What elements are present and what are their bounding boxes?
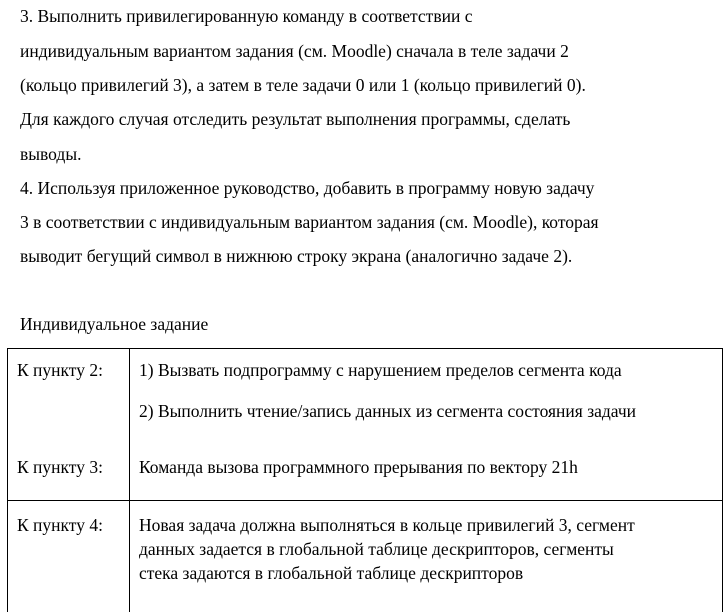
paragraph-line: выводы. (20, 144, 82, 164)
table-row-divider (7, 500, 723, 501)
table-cell-line: Новая задача должна выполняться в кольце привилегий 3, сегмент (139, 515, 635, 535)
table-row-label: К пункту 2: (17, 360, 103, 380)
table-cell-line: данных задается в глобальной таблице дескрипторов, сегменты (139, 539, 614, 559)
table-caption: Индивидуальное задание (20, 314, 209, 334)
paragraph-line: индивидуальным вариантом задания (см. Moodle) сначала в теле задачи 2 (20, 41, 569, 61)
table-border-top (7, 348, 723, 349)
table-cell-line: стека задаются в глобальной таблице дескрипторов (139, 563, 524, 583)
paragraph-line: выводит бегущий символ в нижнюю строку экрана (аналогично задаче 2). (20, 246, 573, 266)
table-border-right (722, 348, 723, 612)
paragraph-line: 3 в соответствии с индивидуальным вариантом задания (см. Moodle), которая (20, 212, 599, 232)
paragraph-line: 4. Используя приложенное руководство, добавить в программу новую задачу (20, 178, 595, 198)
paragraph-line: Для каждого случая отследить результат выполнения программы, сделать (20, 109, 571, 129)
table-cell-line: 1) Вызвать подпрограмму с нарушением пределов сегмента кода (139, 360, 622, 380)
table-cell-line: Команда вызова программного прерывания по вектору 21h (139, 457, 578, 477)
paragraph-line: 3. Выполнить привилегированную команду в соответствии с (20, 6, 473, 26)
table-column-divider (129, 348, 130, 612)
table-row-label: К пункту 4: (17, 515, 103, 535)
paragraph-line: (кольцо привилегий 3), а затем в теле задачи 0 или 1 (кольцо привилегий 0). (20, 75, 586, 95)
table-row-label: К пункту 3: (17, 457, 103, 477)
table-border-left (7, 348, 8, 612)
table-cell-line: 2) Выполнить чтение/запись данных из сегмента состояния задачи (139, 401, 637, 421)
